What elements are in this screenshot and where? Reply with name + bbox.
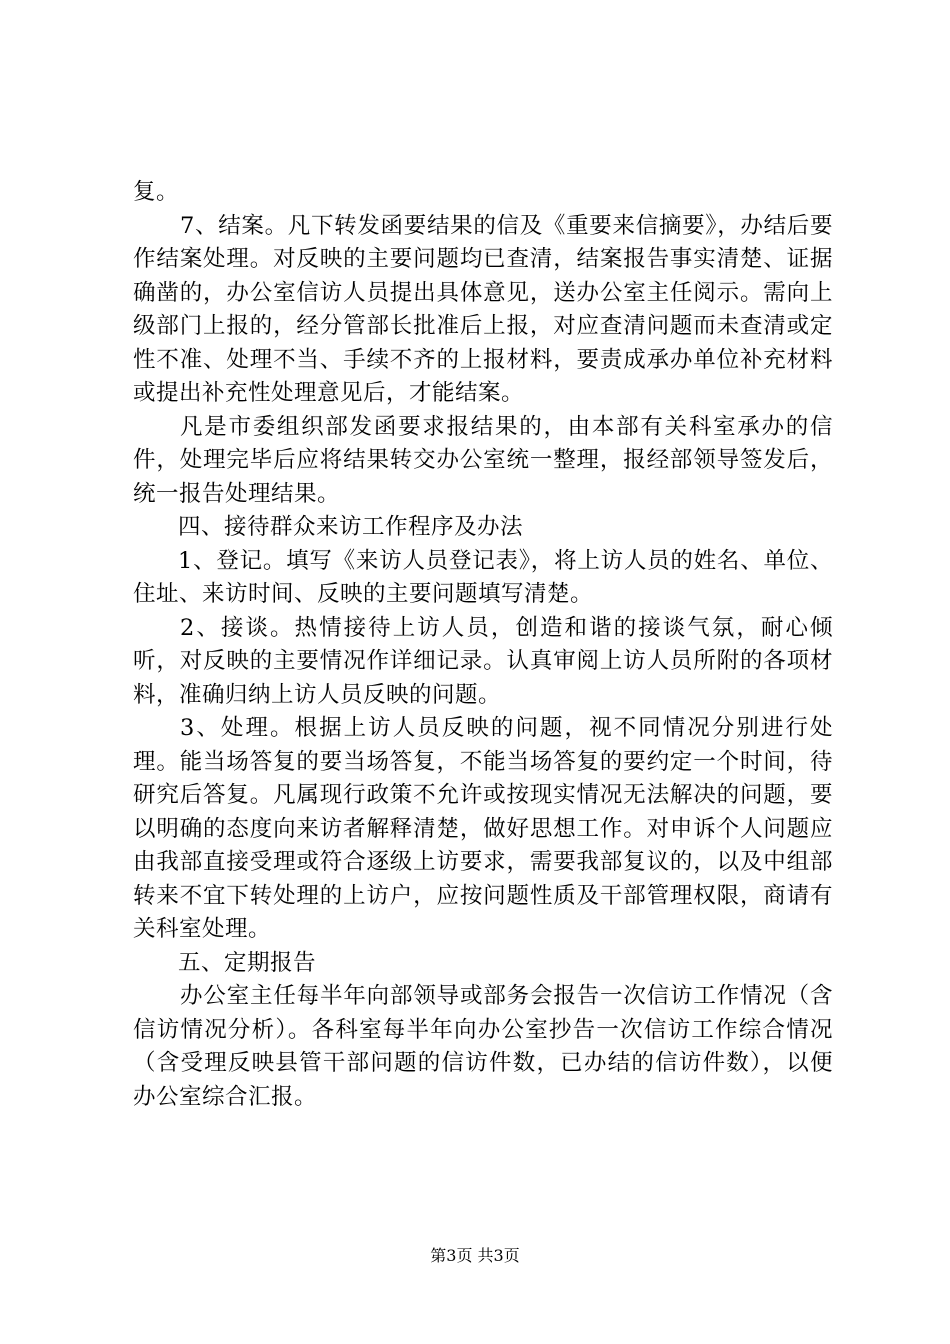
paragraph-continuation: 复。 [133,179,180,205]
paragraph-report-results: 凡是市委组织部发函要求报结果的，由本部有关科室承办的信件，处理完毕后应将结果转交办公室统一整理，报经部领导签发后，统一报告处理结果。 [133,413,833,507]
paragraph-interview: 2、接谈。热情接待上访人员，创造和谐的接谈气氛，耐心倾听，对反映的主要情况作详细记录。认真审阅上访人员所附的各项材料，准确归纳上访人员反映的问题。 [133,614,833,708]
paragraph-registration: 1、登记。填写《来访人员登记表》，将上访人员的姓名、单位、住址、来访时间、反映的主要问题填写清楚。 [133,547,833,607]
paragraph-periodic-report: 办公室主任每半年向部领导或部务会报告一次信访工作情况（含信访情况分析）。各科室每半年向办公室抄告一次信访工作综合情况（含受理反映县管干部问题的信访件数，已办结的信访件数），以便办公室综合汇报。 [133,983,833,1110]
section-heading-periodic-report: 五、定期报告 [178,949,317,976]
paragraph-handling: 3、处理。根据上访人员反映的问题，视不同情况分别进行处理。能当场答复的要当场答复，不能当场答复的要约定一个时间，待研究后答复。凡属现行政策不允许或按现实情况无法解决的问题，要以明确的态度向来访者解释清楚，做好思想工作。对申诉个人问题应由我部直接受理或符合逐级上访要求，需要我部复议的，以及中组部转来不宜下转处理的上访户，应按问题性质及干部管理权限，商请有关科室处理。 [133,715,833,942]
page-footer: 第3页 共3页 [430,1246,520,1265]
paragraph-closing-case: 7、结案。凡下转发函要结果的信及《重要来信摘要》，办结后要作结案处理。对反映的主要问题均已查清，结案报告事实清楚、证据确凿的，办公室信访人员提出具体意见，送办公室主任阅示。需向上级部门上报的，经分管部长批准后上报，对应查清问题而未查清或定性不准、处理不当、手续不齐的上报材料，要责成承办单位补充材料或提出补充性处理意见后，才能结案。 [133,212,833,406]
section-heading-reception: 四、接待群众来访工作程序及办法 [178,514,524,540]
document-body [133,176,833,1114]
